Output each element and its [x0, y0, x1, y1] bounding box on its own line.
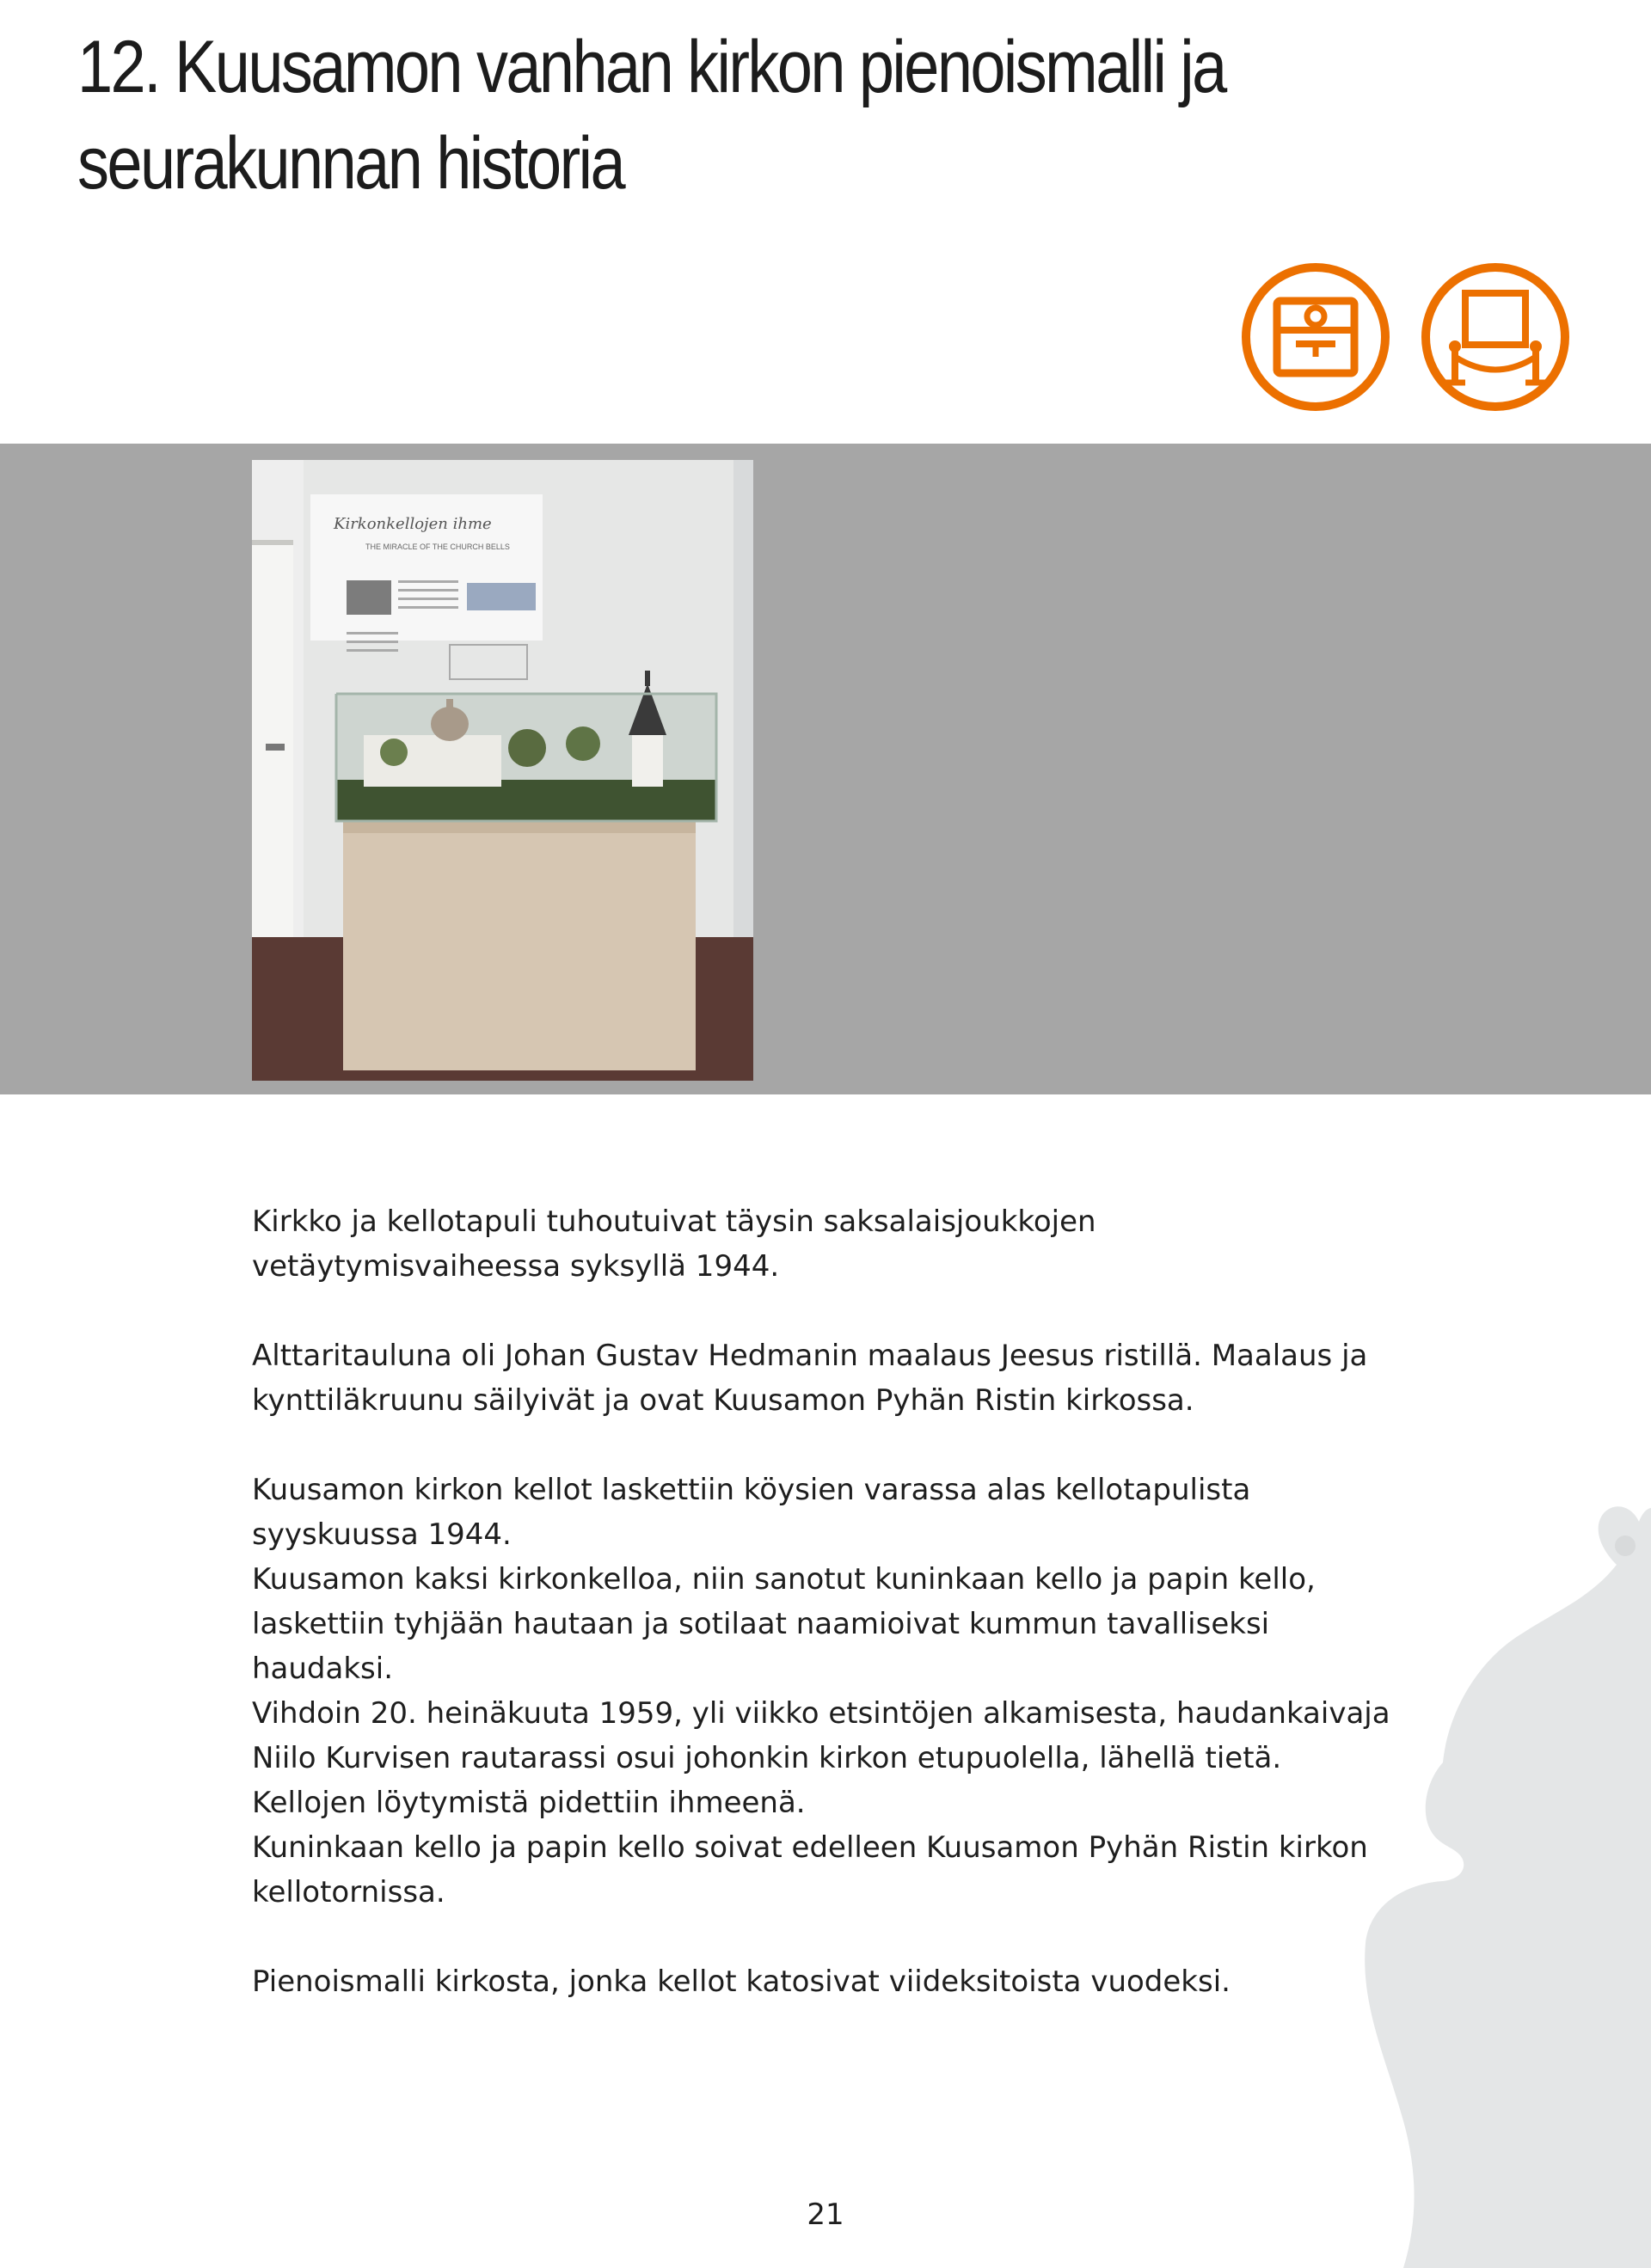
page-title: 12. Kuusamon vanhan kirkon pienoismalli ja seurakunnan historia	[77, 26, 1225, 205]
photo-poster-subtitle: THE MIRACLE OF THE CHURCH BELLS	[365, 542, 510, 551]
paragraph: Kuninkaan kello ja papin kello soivat edelleen Kuusamon Pyhän Ristin kirkon kellotornissa.	[252, 1830, 1368, 1909]
paragraph: Kuusamon kaksi kirkonkelloa, niin sanotut kuninkaan kello ja papin kello, laskettiin tyhjään hautaan ja sotilaat naamioivat kummun tavalliseksi haudaksi.	[252, 1562, 1316, 1686]
paragraph: Alttaritauluna oli Johan Gustav Hedmanin maalaus Jeesus ristillä. Maalaus ja kynttiläkruunu säilyivät ja ovat Kuusamon Pyhän Ristin kirkossa.	[252, 1339, 1368, 1418]
body-text	[252, 1199, 1439, 2049]
exhibition-photo	[252, 460, 753, 1081]
photo-poster-title: Kirkonkellojen ihme	[334, 515, 492, 533]
page-number: 21	[807, 2198, 844, 2232]
exhibit-case-icon	[1241, 262, 1390, 412]
roped-artwork-icon	[1421, 262, 1570, 412]
paragraph: Vihdoin 20. heinäkuuta 1959, yli viikko etsintöjen alkamisesta, haudankaivaja Niilo Kurvisen rautarassi osui johonkin kirkon etupuolella, lähellä tietä. Kellojen löytymistä pidettiin ihmeenä.	[252, 1696, 1390, 1820]
photo-band	[0, 444, 1651, 1094]
paragraph: Pienoismalli kirkosta, jonka kellot katosivat viideksitoista vuodeksi.	[252, 1965, 1231, 1999]
paragraph: Kuusamon kirkon kellot laskettiin köysien varassa alas kellotapulista syyskuussa 1944.	[252, 1473, 1251, 1552]
paragraph: Kirkko ja kellotapuli tuhoutuivat täysin saksalaisjoukkojen vetäytymisvaiheessa syksyllä 1944.	[252, 1204, 1096, 1284]
